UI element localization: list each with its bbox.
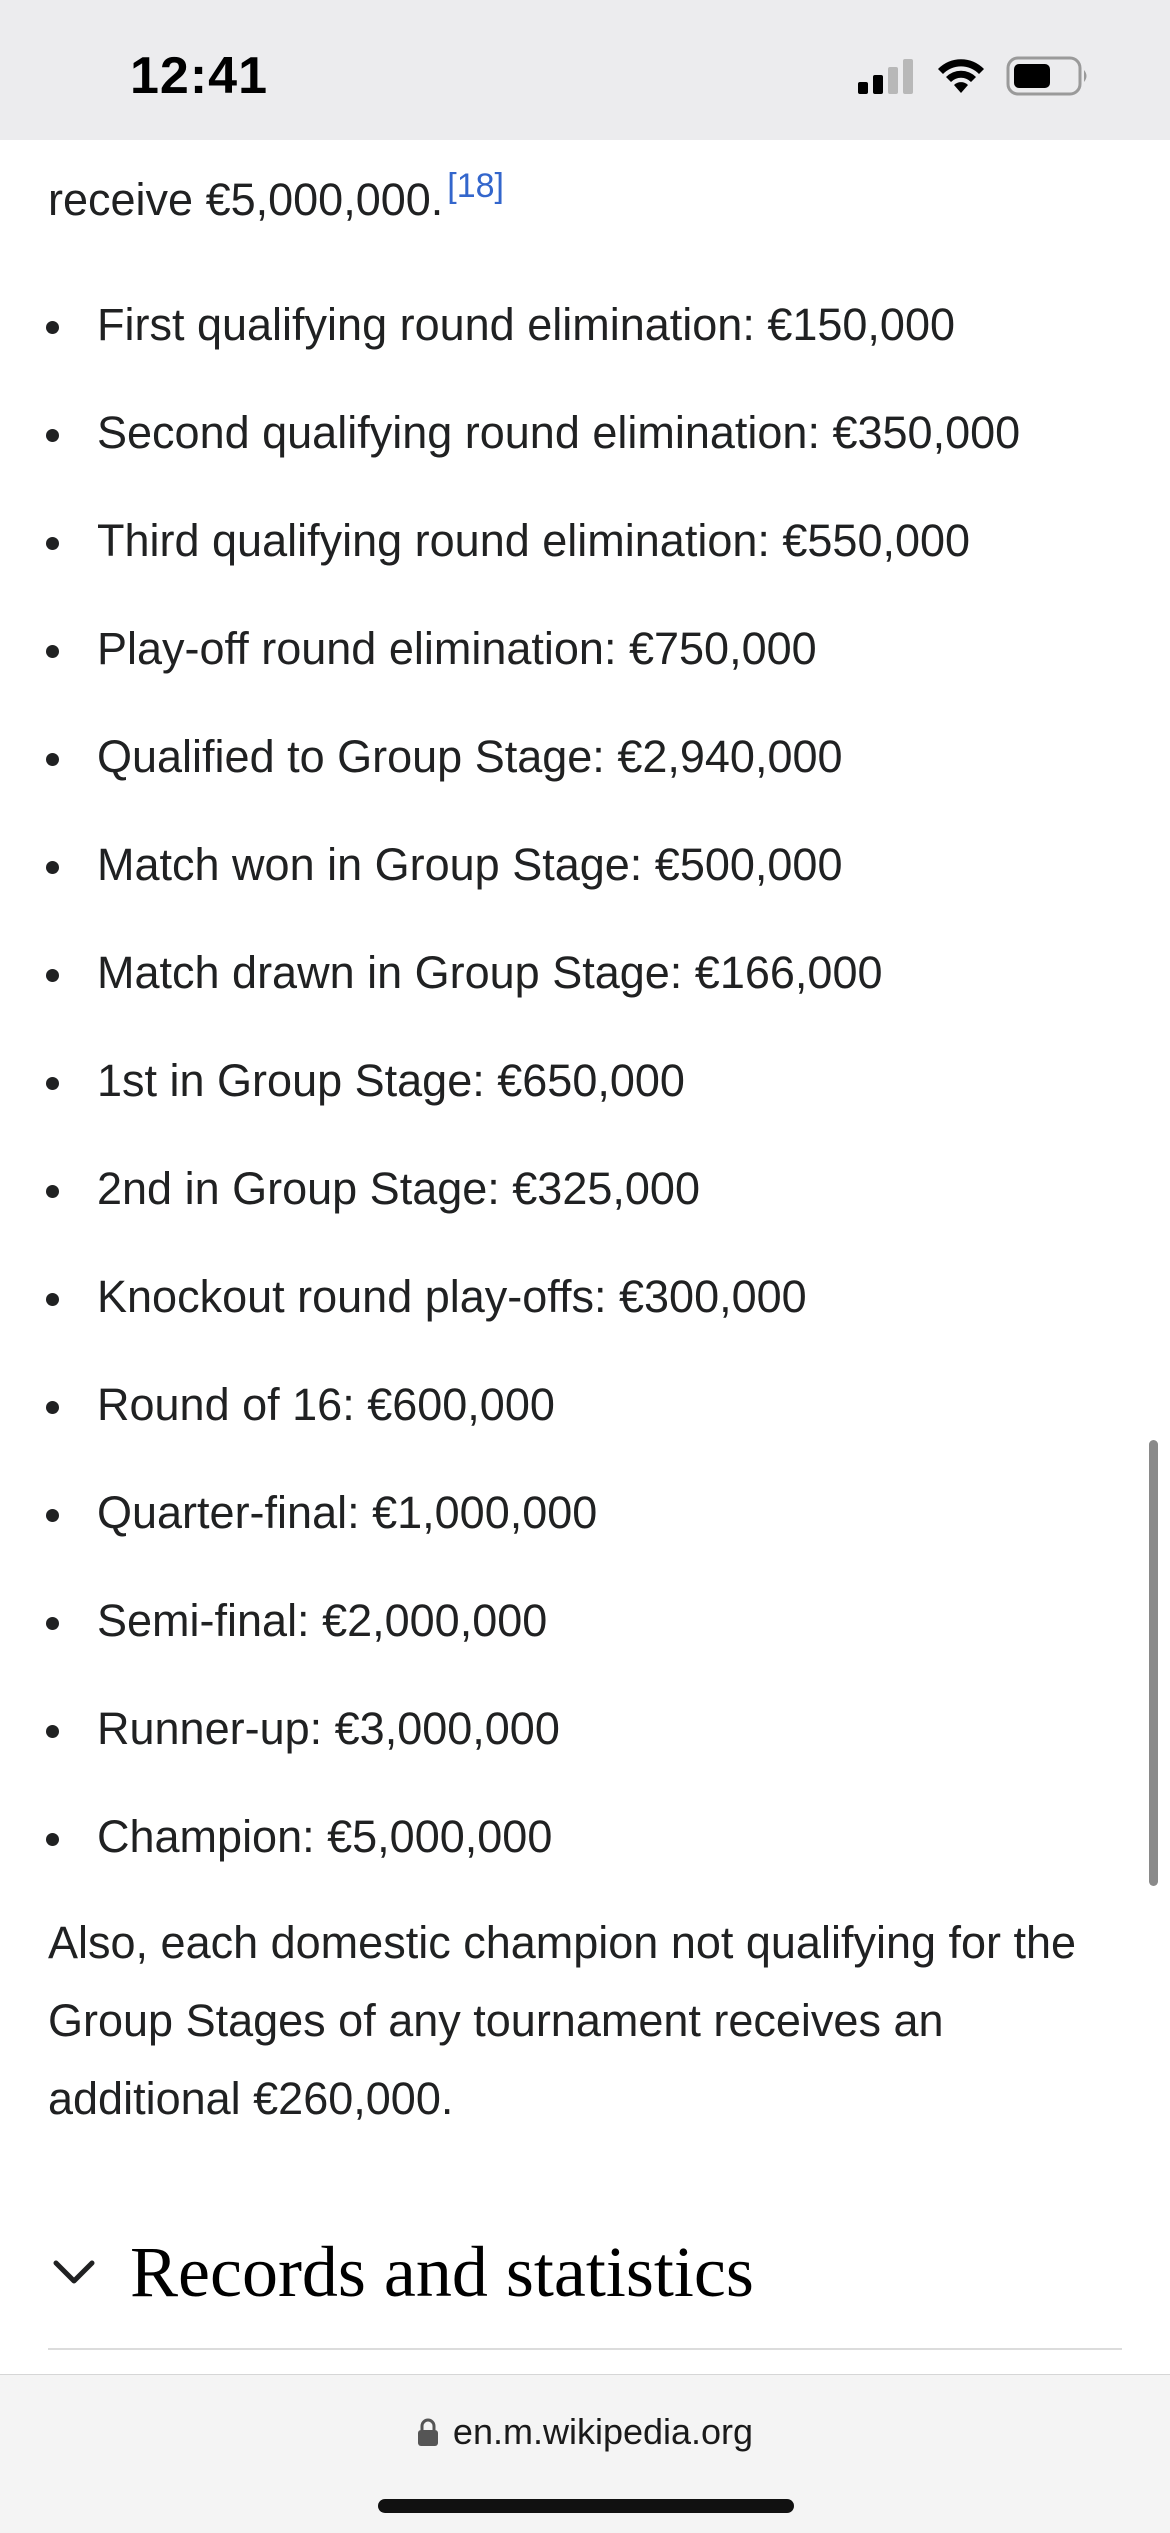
domestic-champion-paragraph: Also, each domestic champion not qualifying for the Group Stages of any tournament receives an additional €260,000. bbox=[48, 1917, 1077, 2124]
list-item: Champion: €5,000,000 bbox=[0, 1798, 1170, 1906]
bullet-icon bbox=[46, 429, 59, 442]
citation-link[interactable]: [18] bbox=[447, 167, 505, 205]
status-icons bbox=[858, 56, 1090, 96]
bullet-icon bbox=[46, 861, 59, 874]
list-item: Match drawn in Group Stage: €166,000 bbox=[0, 934, 1170, 1042]
list-item: Quarter-final: €1,000,000 bbox=[0, 1474, 1170, 1582]
status-time: 12:41 bbox=[130, 47, 268, 105]
list-item: Knockout round play-offs: €300,000 bbox=[0, 1258, 1170, 1366]
list-item: Runner-up: €3,000,000 bbox=[0, 1690, 1170, 1798]
section-divider bbox=[48, 2348, 1122, 2350]
list-item: 2nd in Group Stage: €325,000 bbox=[0, 1150, 1170, 1258]
list-item: 1st in Group Stage: €650,000 bbox=[0, 1042, 1170, 1150]
bullet-icon bbox=[46, 1617, 59, 1630]
bullet-icon bbox=[46, 1185, 59, 1198]
address-bar[interactable] bbox=[0, 2411, 1170, 2453]
list-item: Play-off round elimination: €750,000 bbox=[0, 610, 1170, 718]
list-item: Third qualifying round elimination: €550,000 bbox=[0, 502, 1170, 610]
chevron-down-icon[interactable] bbox=[48, 2246, 100, 2298]
list-item: First qualifying round elimination: €150,000 bbox=[0, 286, 1170, 394]
intro-paragraph-end bbox=[48, 167, 505, 234]
scrollbar[interactable] bbox=[1149, 1440, 1158, 1886]
bullet-icon bbox=[46, 1401, 59, 1414]
bullet-icon bbox=[46, 321, 59, 334]
list-item: Match won in Group Stage: €500,000 bbox=[0, 826, 1170, 934]
bullet-icon bbox=[46, 1077, 59, 1090]
wifi-icon bbox=[936, 57, 986, 95]
signal-icon bbox=[858, 58, 916, 94]
bullet-icon bbox=[46, 1293, 59, 1306]
list-item: Round of 16: €600,000 bbox=[0, 1366, 1170, 1474]
list-item: Second qualifying round elimination: €350,000 bbox=[0, 394, 1170, 502]
list-item: Qualified to Group Stage: €2,940,000 bbox=[0, 718, 1170, 826]
bullet-icon bbox=[46, 969, 59, 982]
bullet-icon bbox=[46, 1833, 59, 1846]
home-indicator[interactable] bbox=[378, 2499, 794, 2513]
bullet-icon bbox=[46, 645, 59, 658]
lock-icon bbox=[417, 2417, 439, 2447]
list-item: Semi-final: €2,000,000 bbox=[0, 1582, 1170, 1690]
bullet-icon bbox=[46, 1509, 59, 1522]
intro-text: receive €5,000,000. bbox=[48, 174, 444, 225]
browser-bottom-bar bbox=[0, 2374, 1170, 2533]
section-title[interactable]: Records and statistics bbox=[130, 2231, 754, 2312]
status-bar bbox=[0, 0, 1170, 140]
bullet-icon bbox=[46, 1725, 59, 1738]
bullet-icon bbox=[46, 753, 59, 766]
section-header-records[interactable] bbox=[48, 2222, 1122, 2322]
prize-money-list bbox=[0, 286, 1170, 1906]
battery-icon bbox=[1006, 56, 1090, 96]
url-text[interactable]: en.m.wikipedia.org bbox=[452, 2411, 754, 2452]
bullet-icon bbox=[46, 537, 59, 550]
